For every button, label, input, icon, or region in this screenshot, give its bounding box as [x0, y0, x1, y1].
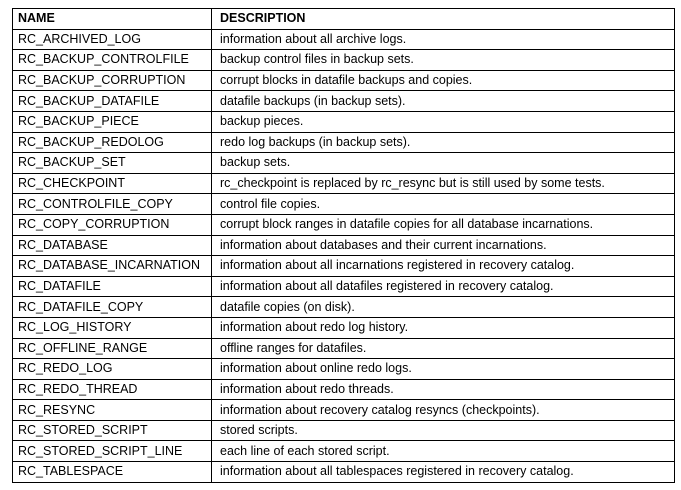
- table-row: [13, 256, 675, 277]
- row-name: RC_DATAFILE_COPY: [13, 297, 212, 318]
- table-row: [13, 91, 675, 112]
- row-description: information about recovery catalog resyncs (checkpoints).: [212, 400, 675, 421]
- table-row: [13, 441, 675, 462]
- row-description: information about databases and their current incarnations.: [212, 235, 675, 256]
- table-row: [13, 50, 675, 71]
- row-name: RC_DATABASE: [13, 235, 212, 256]
- row-description: each line of each stored script.: [212, 441, 675, 462]
- row-name: RC_REDO_THREAD: [13, 379, 212, 400]
- row-description: backup sets.: [212, 153, 675, 174]
- row-description: control file copies.: [212, 194, 675, 215]
- row-description: rc_checkpoint is replaced by rc_resync but is still used by some tests.: [212, 173, 675, 194]
- row-name: RC_OFFLINE_RANGE: [13, 338, 212, 359]
- row-name: RC_BACKUP_REDOLOG: [13, 132, 212, 153]
- row-description: information about redo threads.: [212, 379, 675, 400]
- row-name: RC_ARCHIVED_LOG: [13, 29, 212, 50]
- row-description: information about all tablespaces registered in recovery catalog.: [212, 462, 675, 483]
- table-row: [13, 111, 675, 132]
- row-description: information about all incarnations registered in recovery catalog.: [212, 256, 675, 277]
- row-name: RC_DATAFILE: [13, 276, 212, 297]
- row-name: RC_CONTROLFILE_COPY: [13, 194, 212, 215]
- row-description: information about redo log history.: [212, 317, 675, 338]
- column-header-name: NAME: [13, 9, 212, 30]
- catalog-views-table-container: [12, 8, 675, 483]
- table-row: [13, 317, 675, 338]
- row-description: corrupt block ranges in datafile copies for all database incarnations.: [212, 214, 675, 235]
- row-name: RC_STORED_SCRIPT_LINE: [13, 441, 212, 462]
- table-row: [13, 338, 675, 359]
- row-description: information about all archive logs.: [212, 29, 675, 50]
- table-row: [13, 194, 675, 215]
- row-description: offline ranges for datafiles.: [212, 338, 675, 359]
- catalog-views-table: [12, 8, 675, 483]
- column-header-description: DESCRIPTION: [212, 9, 675, 30]
- row-name: RC_STORED_SCRIPT: [13, 420, 212, 441]
- row-name: RC_REDO_LOG: [13, 359, 212, 380]
- row-description: corrupt blocks in datafile backups and copies.: [212, 70, 675, 91]
- table-row: [13, 235, 675, 256]
- row-name: RC_CHECKPOINT: [13, 173, 212, 194]
- row-name: RC_LOG_HISTORY: [13, 317, 212, 338]
- table-row: [13, 173, 675, 194]
- table-row: [13, 214, 675, 235]
- row-description: datafile copies (on disk).: [212, 297, 675, 318]
- row-name: RC_DATABASE_INCARNATION: [13, 256, 212, 277]
- row-name: RC_BACKUP_PIECE: [13, 111, 212, 132]
- table-row: [13, 420, 675, 441]
- table-row: [13, 276, 675, 297]
- table-row: [13, 29, 675, 50]
- row-name: RC_RESYNC: [13, 400, 212, 421]
- table-row: [13, 359, 675, 380]
- table-row: [13, 297, 675, 318]
- row-description: backup pieces.: [212, 111, 675, 132]
- row-description: information about all datafiles registered in recovery catalog.: [212, 276, 675, 297]
- table-row: [13, 379, 675, 400]
- row-name: RC_BACKUP_CORRUPTION: [13, 70, 212, 91]
- table-header: [13, 9, 675, 30]
- row-name: RC_BACKUP_CONTROLFILE: [13, 50, 212, 71]
- row-description: redo log backups (in backup sets).: [212, 132, 675, 153]
- row-description: information about online redo logs.: [212, 359, 675, 380]
- table-row: [13, 132, 675, 153]
- row-name: RC_TABLESPACE: [13, 462, 212, 483]
- table-row: [13, 400, 675, 421]
- row-description: stored scripts.: [212, 420, 675, 441]
- row-name: RC_BACKUP_DATAFILE: [13, 91, 212, 112]
- header-row: [13, 9, 675, 30]
- table-row: [13, 70, 675, 91]
- row-name: RC_COPY_CORRUPTION: [13, 214, 212, 235]
- row-description: backup control files in backup sets.: [212, 50, 675, 71]
- row-name: RC_BACKUP_SET: [13, 153, 212, 174]
- table-row: [13, 462, 675, 483]
- table-body: [13, 29, 675, 482]
- table-row: [13, 153, 675, 174]
- row-description: datafile backups (in backup sets).: [212, 91, 675, 112]
